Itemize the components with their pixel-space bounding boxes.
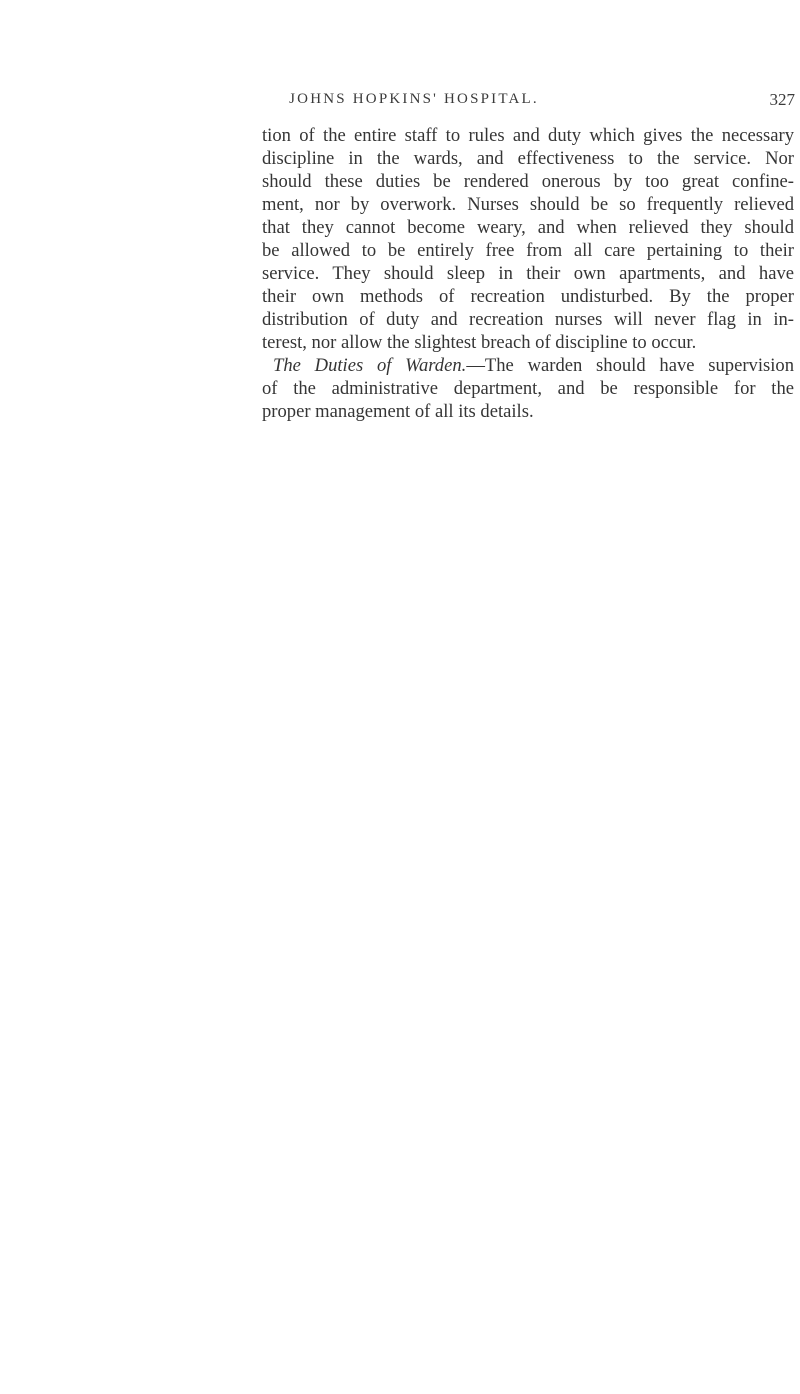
text-line: proper management of all its details. bbox=[262, 401, 534, 422]
text-line: discipline in the wards, and effectiveness to the service. Nor bbox=[262, 148, 794, 169]
text-line: their own methods of recreation undisturbed. By the proper bbox=[262, 286, 794, 307]
text-line: should these duties be rendered onerous by too great confine- bbox=[262, 171, 794, 192]
text-line: ment, nor by overwork. Nurses should be so frequently relieved bbox=[262, 194, 794, 215]
section-first-line-text: —The warden should have supervision bbox=[466, 355, 794, 376]
text-line: distribution of duty and recreation nurses will never flag in in- bbox=[262, 309, 794, 330]
section-heading: The Duties of Warden. bbox=[273, 355, 467, 376]
text-line: of the administrative department, and be responsible for the bbox=[262, 378, 794, 399]
text-line: be allowed to be entirely free from all care pertaining to their bbox=[262, 240, 794, 261]
text-line: service. They should sleep in their own apartments, and have bbox=[262, 263, 794, 284]
section-first-line bbox=[262, 354, 794, 377]
page-number: 327 bbox=[769, 90, 795, 109]
text-line: terest, nor allow the slightest breach of discipline to occur. bbox=[262, 332, 697, 353]
text-line: that they cannot become weary, and when relieved they should bbox=[262, 217, 794, 238]
running-head: JOHNS HOPKINS' HOSPITAL. bbox=[289, 91, 539, 107]
body-text bbox=[262, 124, 794, 423]
text-line: tion of the entire staff to rules and duty which gives the necessary bbox=[262, 125, 794, 146]
